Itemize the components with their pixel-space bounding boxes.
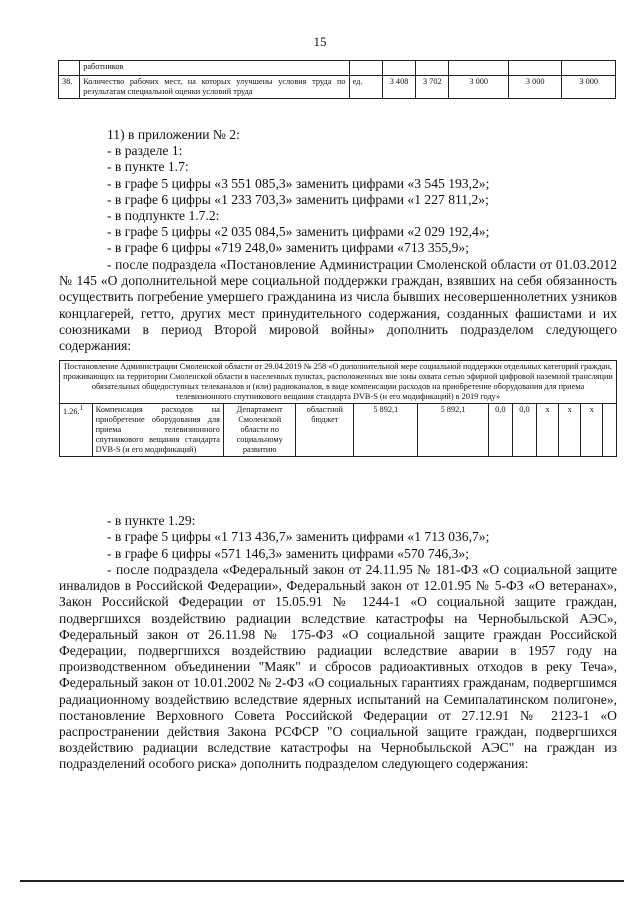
- new-subsection-table: [59, 360, 617, 457]
- value-cell: 3 000: [509, 76, 562, 99]
- subsection-header: Постановление Администрации Смоленской области от 29.04.2019 № 258 «О дополнительной мере социальной поддержки отдельных категорий граждан, проживающих на территории Смоленской области в населенных пунктах, расположенных вне зоны охвата сетью эфирной цифровой наземной трансляции обязательных общедоступных телеканалов и (или) радиоканалов, в виде компенсации расходов на приобретение оборудования для приема телевизионного спутникового вещания стандарта DVB-S (и его модификаций) в 2019 году»: [60, 361, 617, 404]
- value-cell: 3 000: [449, 76, 509, 99]
- row-number: 1.26.$^1$: [60, 403, 93, 456]
- total-cell: 5 892,1: [354, 403, 418, 456]
- indicator-name: Количество рабочих мест, на которых улучшены условия труда по результатам специальной оценки условий труда: [80, 76, 349, 99]
- x-cell: x: [581, 403, 603, 456]
- list-item: - в графе 5 цифры «2 035 084,5» заменить цифрами «2 029 192,4»;: [107, 224, 490, 239]
- table-header-row: [60, 361, 617, 404]
- list-item: - в пункте 1.7:: [107, 159, 189, 174]
- x-cell: x: [537, 403, 559, 456]
- year-2020-cell: 0,0: [488, 403, 512, 456]
- list-item: - в графе 6 цифры «1 233 703,3» заменить цифрами «1 227 811,2»;: [107, 192, 489, 207]
- list-item: - в пункте 1.29:: [107, 513, 196, 528]
- source-cell: областной бюджет: [296, 403, 354, 456]
- table-row: [59, 76, 616, 99]
- table-row: [60, 403, 617, 456]
- value-cell: 3 000: [562, 76, 616, 99]
- executor-cell: Департамент Смоленской области по социальному развитию: [223, 403, 296, 456]
- indicators-table: [58, 60, 616, 99]
- list-item: - в графе 5 цифры «1 713 436,7» заменить цифрами «1 713 036,7»;: [107, 529, 490, 544]
- year-2021-cell: 0,0: [512, 403, 536, 456]
- unit-cell: ед.: [349, 76, 382, 99]
- row-number: 38.: [59, 76, 80, 99]
- list-item: 11) в приложении № 2:: [107, 127, 240, 142]
- year-2019-cell: 5 892,1: [418, 403, 488, 456]
- value-cell: 3 408: [382, 76, 415, 99]
- paragraph: - после подраздела «Федеральный закон от 24.11.95 № 181-ФЗ «О социальной защите инвалидов в Российской Федерации», Федеральный закон от 12.01.95 № 5-ФЗ «О ветеранах», Закон Российской Федерации от 15.05.91 № 1244-1 «О социальной защите граждан, подвергшихся воздействию радиации вследствие катастрофы на Чернобыльской АЭС», Федеральный закон от 26.11.98 № 175-ФЗ «О социальной защите граждан Российской Федерации, подвергшихся воздействию радиации вследствие аварии в 1957 году на производственном объединении "Маяк" и сбросов радиоактивных отходов в реку Теча», Федеральный закон от 10.01.2002 № 2-ФЗ «О социальных гарантиях гражданам, подвергшимся радиационному воздействию вследствие ядерных испытаний на Семипалатинском полигоне», постановление Верховного Совета Российской Федерации от 27.12.91 № 2123-1 «О распространении действия Закона РСФСР "О социальной защите граждан, подвергшихся воздействию радиации вследствие катастрофы на Чернобыльской АЭС" на граждан из подразделений особого риска» дополнить подразделом следующего содержания:: [59, 562, 617, 772]
- list-item: - в подпункте 1.7.2:: [107, 208, 220, 223]
- list-item: - в графе 6 цифры «571 146,3» заменить цифрами «570 746,3»;: [107, 546, 469, 561]
- page-number: 15: [313, 34, 327, 49]
- table-row: [59, 61, 616, 76]
- table-cell: работников: [80, 61, 349, 76]
- list-item: - в графе 5 цифры «3 551 085,3» заменить цифрами «3 545 193,2»;: [107, 176, 490, 191]
- paragraph: - после подраздела «Постановление Администрации Смоленской области от 01.03.2012 № 145 «О дополнительной мере социальной поддержки граждан, взявших на себя обязанность осуществить погребение умершего гражданина из числа бывших несовершеннолетних узников концлагерей, гетто, других мест принудительного содержания, созданных фашистами и их союзниками в период Второй мировой войны» дополнить подразделом следующего содержания:: [59, 257, 617, 354]
- list-item: - в разделе 1:: [107, 143, 183, 158]
- bottom-divider: [20, 880, 624, 882]
- value-cell: 3 702: [416, 76, 449, 99]
- x-cell: x: [559, 403, 581, 456]
- footnote-mark: 1: [79, 404, 84, 412]
- list-item: - в графе 6 цифры «719 248,0» заменить цифрами «713 355,9»;: [107, 240, 469, 255]
- measure-name: Компенсация расходов на приобретение оборудования для приема телевизионного спутникового вещания стандарта DVB-S (и его модификаций): [92, 403, 223, 456]
